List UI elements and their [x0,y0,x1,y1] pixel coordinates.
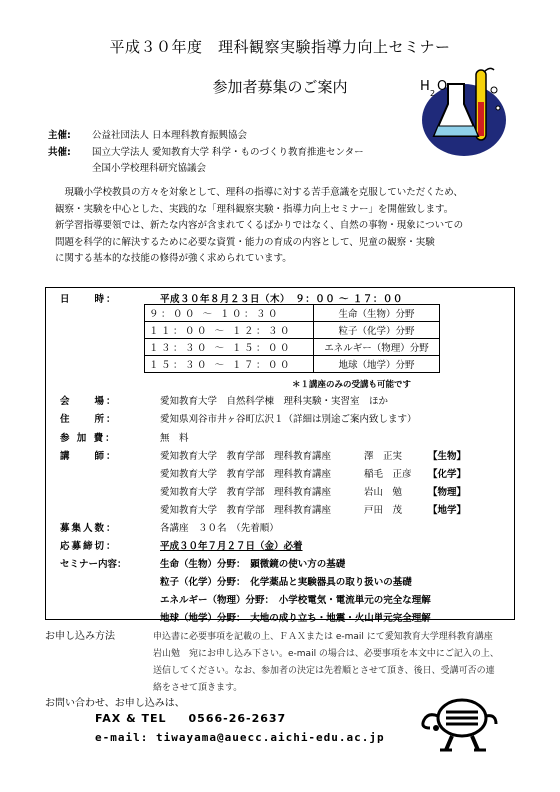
lecturer-name: 戸田 茂 [364,505,403,516]
lecturer-field: 【物理】 [428,487,467,498]
schedule-time: ９：００ ～ １０：３０ [145,305,314,322]
schedule-row [145,356,440,373]
lecturer-name: 稲毛 正彦 [364,469,412,480]
venue-value: 愛知教育大学 自然科学棟 理科実験・実習室 ほか [160,396,389,407]
date-label: 日 時： [60,294,118,305]
schedule-row [145,305,440,322]
schedule-subject: エネルギー（物理）分野 [313,339,439,356]
intro-line: に関する基本的な技能の修得が強く求められています。 [55,253,292,264]
content-item [160,556,345,570]
apply-instructions [153,629,523,697]
apply-line: 申込書に必要事項を記載の上、ＦＡＸまたは e-mail にて愛知教育大学理科教育講座 [153,632,493,642]
capacity-value: 各講座 ３０名 （先着順） [160,523,279,534]
lecturer-label: 講 師： [60,451,118,462]
co-host-label: 共催: [48,147,71,158]
content-item [160,610,431,624]
fax-line [95,712,286,725]
host-line [48,127,247,141]
co-host-value-1: 国立大学法人 愛知教育大学 科学・ものづくり教育推進センター [92,147,364,158]
lecturer-affil: 愛知教育大学 教育学部 理科教育講座 [160,487,332,498]
robot-clipart-icon [418,694,500,754]
lecturer-affil: 愛知教育大学 教育学部 理科教育講座 [160,505,332,516]
fax-label: FAX & TEL [95,712,167,725]
content-field: エネルギー（物理）分野 [160,595,265,606]
content-item [160,574,412,588]
apply-line: 絡をさせて頂きます。 [153,683,243,693]
schedule-subject: 粒子（化学）分野 [313,322,439,339]
content-label: セミナー内容： [60,559,127,570]
schedule-time: １５：３０ ～ １７：００ [145,356,314,373]
deadline-label: 応募締切： [60,541,118,552]
intro-line: 新学習指導要領では、新たな内容が含まれてくるばかりではなく、自然の事物・現象についての [55,220,464,231]
content-field: 粒子（化学）分野 [160,577,237,588]
content-topic: ： 小学校電気・電流単元の完全な理解 [264,595,431,606]
co-host-line [48,144,364,158]
address-label: 住 所： [60,414,118,425]
date-value: 平成３０年８月２３日（木） ９：００ ～ １７：００ [160,294,403,305]
intro-line: 問題を科学的に解決するために必要な資質・能力の育成の内容として、児童の観察・実験 [55,236,435,248]
content-item [160,592,431,606]
mail-address[interactable]: tiwayama@auecc.aichi-edu.ac.jp [155,731,385,744]
lecturer-affil: 愛知教育大学 教育学部 理科教育講座 [160,451,332,462]
lecturer-affil: 愛知教育大学 教育学部 理科教育講座 [160,469,332,480]
content-topic: ： 化学薬品と実験器具の取り扱いの基礎 [236,577,412,588]
mail-line [95,731,385,744]
content-field: 地球（地学）分野 [160,613,237,624]
lecturer-field: 【地学】 [428,505,467,516]
lecturer-field: 【化学】 [428,469,467,480]
co-host-value-2: 全国小学校理科研究協議会 [92,163,207,174]
capacity-label: 募集人数： [60,523,118,534]
svg-text:2: 2 [430,89,436,98]
schedule-time: １３：３０ ～ １５：００ [145,339,314,356]
science-lab-clipart-icon [418,62,506,158]
apply-line: 岩山勉 宛にお申し込み下さい。e-mail の場合は、必要事項を本文中にご記入の上、 [153,649,499,659]
content-topic: ： 顕微鏡の使い方の基礎 [236,559,346,570]
venue-label: 会 場： [60,396,118,407]
schedule-note: ＊１講座のみの受講も可能です [292,380,412,390]
lecturer-name: 岩山 勉 [364,487,403,498]
page-subtitle: 参加者募集のご案内 [212,78,348,96]
apply-label: お申し込み方法 [45,631,115,642]
fee-label: 参 加 費： [60,433,117,444]
intro-line: 現職小学校教員の方々を対象として、理科の指導に対する苦手意識を克服していただくため、 [55,187,463,198]
schedule-table [144,304,440,373]
content-topic: ： 大地の成り立ち・地震・火山単元完全理解 [236,613,431,624]
schedule-row [145,339,440,356]
fee-value: 無 料 [160,433,189,444]
content-field: 生命（生物）分野 [160,559,237,570]
host-label: 主催: [48,130,71,141]
lecturer-field: 【生物】 [428,451,467,462]
address-value: 愛知県刈谷市井ヶ谷町広沢１（詳細は別途ご案内致します） [160,414,417,425]
intro-paragraph [55,185,517,268]
deadline-value: 平成３０年７月２７日（金）必着 [160,541,303,552]
schedule-subject: 地球（地学）分野 [313,356,439,373]
lecturer-name: 澤 正実 [364,451,403,462]
contact-label: お問い合わせ、お申し込みは、 [45,698,185,709]
schedule-row [145,322,440,339]
page-title: 平成３０年度 理科観察実験指導力向上セミナー [109,38,451,56]
fax-number: 0566-26-2637 [188,712,287,725]
intro-line: 観察・実験を中心とした、実践的な「理科観察実験・指導力向上セミナー」を開催致します。 [55,203,454,215]
host-value: 公益社団法人 日本理科教育振興協会 [92,130,248,141]
apply-line: 送信してください。なお、参加者の決定は先着順とさせて頂き、後日、受講可否の連 [153,666,495,676]
svg-text:H: H [420,79,430,94]
mail-label: e-mail: [95,731,149,744]
schedule-subject: 生命（生物）分野 [313,305,439,322]
schedule-time: １１：００ ～ １２：３０ [145,322,314,339]
svg-text:O: O [437,79,448,94]
